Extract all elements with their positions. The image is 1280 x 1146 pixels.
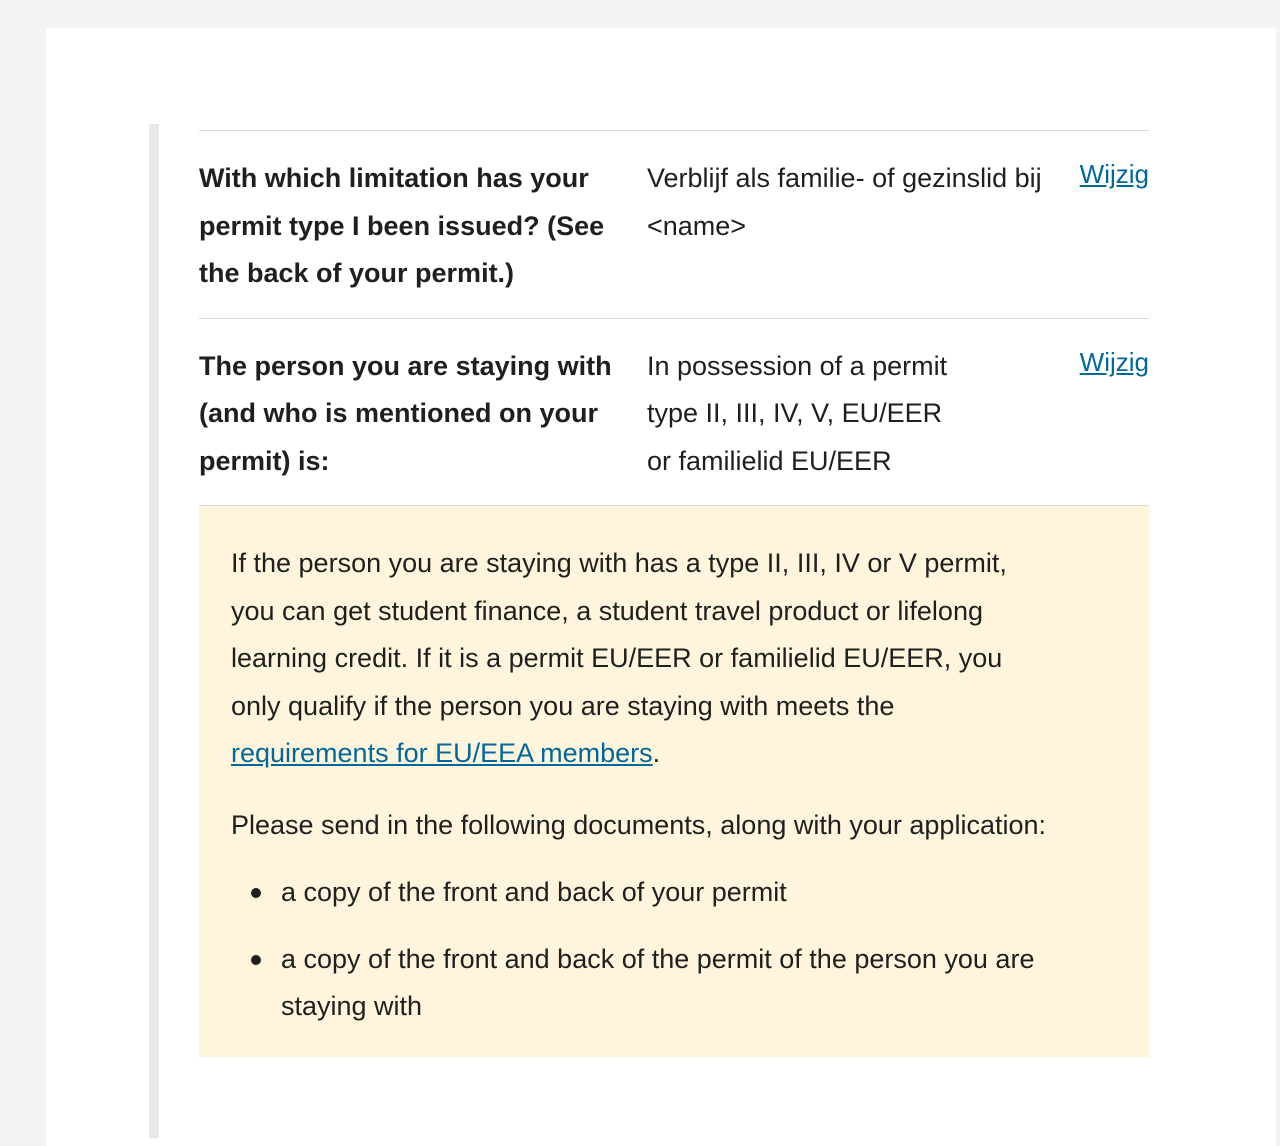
notice-text-end: . <box>652 738 661 768</box>
summary-list <box>199 130 1149 1057</box>
change-link-person[interactable]: Wijzig <box>1079 346 1149 377</box>
notice-text: If the person you are staying with has a type II, III, IV or V permit, you can get student finance, a student travel product or lifelong learning credit. If it is a permit EU/EER or familielid EU/EER, you only qualify if the person you are staying with meets the <box>231 548 1007 721</box>
info-notice-box <box>199 506 1149 1057</box>
change-link-limitation[interactable]: Wijzig <box>1079 159 1149 189</box>
documents-list <box>231 869 1117 1031</box>
summary-row-person <box>199 318 1149 507</box>
summary-row-limitation <box>199 130 1149 318</box>
row-question: With which limitation has your permit type I been issued? (See the back of your permit.) <box>199 163 605 288</box>
left-border-rule <box>149 124 159 1138</box>
row-question: The person you are staying with (and who is mentioned on your permit) is: <box>199 350 612 476</box>
list-item-text: a copy of the front and back of the permit of the person you are staying with <box>281 943 1035 1021</box>
row-answer: In possession of a permit type II, III, IV, V, EU/EER or familielid EU/EER <box>647 350 948 476</box>
bullet-icon <box>251 955 261 965</box>
list-item-text: a copy of the front and back of your permit <box>281 877 787 907</box>
notice-paragraph-documents: Please send in the following documents, along with your application: <box>231 809 1046 840</box>
notice-paragraph-eligibility <box>231 540 1051 778</box>
row-answer: Verblijf als familie- of gezinslid bij <name> <box>647 163 1042 241</box>
list-item <box>231 869 1117 917</box>
bullet-icon <box>251 888 261 898</box>
list-item <box>231 936 1117 1031</box>
summary-card <box>46 28 1276 1146</box>
requirements-link[interactable]: requirements for EU/EEA members <box>231 738 653 768</box>
